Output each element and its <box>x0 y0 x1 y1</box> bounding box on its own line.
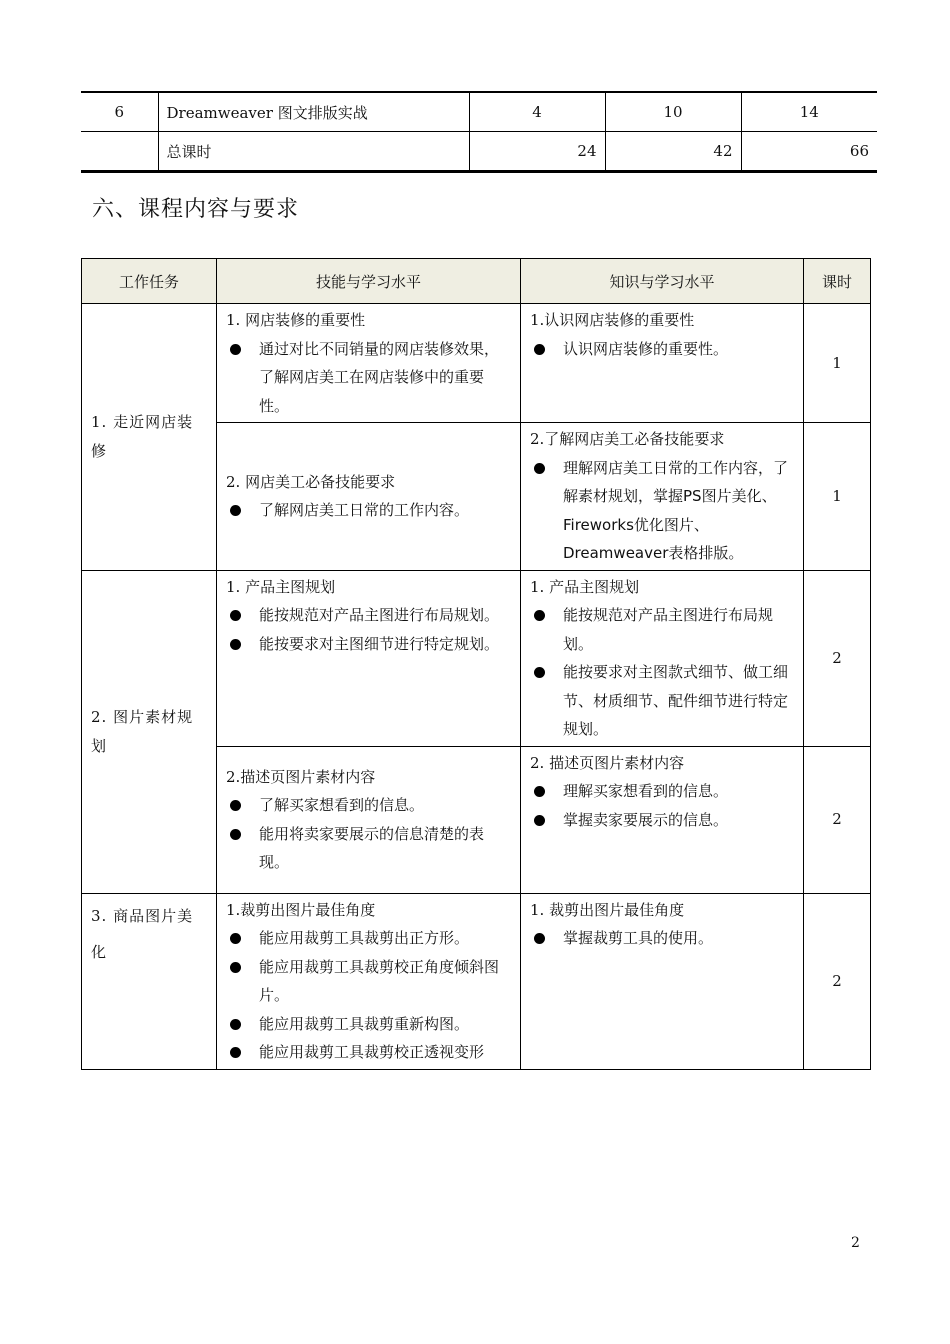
knowledge-title: 2.了解网店美工必备技能要求 <box>530 430 725 448</box>
table-row <box>82 893 871 1069</box>
list-item: 能应用裁剪工具裁剪重新构图。 <box>226 1010 512 1039</box>
list-item: 通过对比不同销量的网店装修效果，了解网店美工在网店装修中的重要性。 <box>226 335 512 421</box>
knowledge-cell <box>521 570 804 746</box>
knowledge-cell <box>521 304 804 423</box>
task-name: 1. 走近网店装修 <box>82 304 217 571</box>
list-item: 能按规范对产品主图进行布局规划。 <box>226 601 512 630</box>
theory-hours: 4 <box>469 92 605 132</box>
course-content-table <box>81 258 871 1070</box>
knowledge-title: 1.认识网店装修的重要性 <box>530 311 695 329</box>
hours-value: 2 <box>804 746 871 893</box>
knowledge-cell <box>521 893 804 1069</box>
theory-hours: 24 <box>469 132 605 172</box>
knowledge-cell <box>521 746 804 893</box>
list-item: 能用将卖家要展示的信息清楚的表现。 <box>226 820 512 877</box>
list-item: 能应用裁剪工具裁剪校正透视变形 <box>226 1038 512 1067</box>
hours-value: 2 <box>804 893 871 1069</box>
skill-title: 1.裁剪出图片最佳角度 <box>226 900 376 919</box>
practice-hours: 10 <box>605 92 741 132</box>
practice-hours: 42 <box>605 132 741 172</box>
skill-title: 1. 网店装修的重要性 <box>226 311 366 329</box>
task-name: 3. 商品图片美化 <box>82 893 217 1069</box>
list-item: 了解买家想看到的信息。 <box>226 791 512 820</box>
table-row <box>82 304 871 423</box>
header-skill-level: 技能与学习水平 <box>217 259 521 304</box>
skill-title: 1. 产品主图规划 <box>226 577 336 596</box>
header-row <box>82 259 871 304</box>
page-number: 2 <box>851 1235 860 1251</box>
skill-cell <box>217 893 521 1069</box>
list-item: 理解网店美工日常的工作内容，了解素材规划，掌握PS图片美化、Fireworks优化图片、Dreamweaver表格排版。 <box>530 454 795 568</box>
list-item: 理解买家想看到的信息。 <box>530 777 795 806</box>
total-hours: 14 <box>741 92 877 132</box>
course-unit-name: Dreamweaver 图文排版实战 <box>158 92 469 132</box>
task-name: 2. 图片素材规划 <box>82 570 217 893</box>
skill-cell <box>217 746 521 893</box>
hours-value: 2 <box>804 570 871 746</box>
header-hours: 课时 <box>804 259 871 304</box>
skill-cell <box>217 423 521 571</box>
list-item: 掌握裁剪工具的使用。 <box>530 924 795 953</box>
knowledge-title: 1. 产品主图规划 <box>530 577 640 596</box>
list-item: 了解网店美工日常的工作内容。 <box>226 496 512 525</box>
knowledge-title: 2. 描述页图片素材内容 <box>530 753 685 772</box>
hours-value: 1 <box>804 423 871 571</box>
table-row <box>82 570 871 746</box>
header-work-task: 工作任务 <box>82 259 217 304</box>
total-hours: 66 <box>741 132 877 172</box>
list-item: 能按要求对主图细节进行特定规划。 <box>226 630 512 659</box>
list-item: 认识网店装修的重要性。 <box>530 335 795 364</box>
header-knowledge-level: 知识与学习水平 <box>521 259 804 304</box>
list-item: 能按要求对主图款式细节、做工细节、材质细节、配件细节进行特定规划。 <box>530 658 795 744</box>
knowledge-title: 1. 裁剪出图片最佳角度 <box>530 900 685 919</box>
skill-title: 2.描述页图片素材内容 <box>226 767 376 786</box>
total-label: 总课时 <box>158 132 469 172</box>
hours-value: 1 <box>804 304 871 423</box>
list-item: 能应用裁剪工具裁剪出正方形。 <box>226 924 512 953</box>
section-heading: 六、课程内容与要求 <box>92 197 300 222</box>
summary-table <box>81 91 877 173</box>
skill-title: 2. 网店美工必备技能要求 <box>226 472 396 491</box>
list-item: 掌握卖家要展示的信息。 <box>530 806 795 835</box>
skill-cell <box>217 304 521 423</box>
table-row <box>81 132 877 172</box>
row-number: 6 <box>81 92 158 132</box>
skill-cell <box>217 570 521 746</box>
row-number <box>81 132 158 172</box>
knowledge-cell <box>521 423 804 571</box>
list-item: 能按规范对产品主图进行布局规划。 <box>530 601 795 658</box>
table-row <box>81 92 877 132</box>
list-item: 能应用裁剪工具裁剪校正角度倾斜图片。 <box>226 953 512 1010</box>
